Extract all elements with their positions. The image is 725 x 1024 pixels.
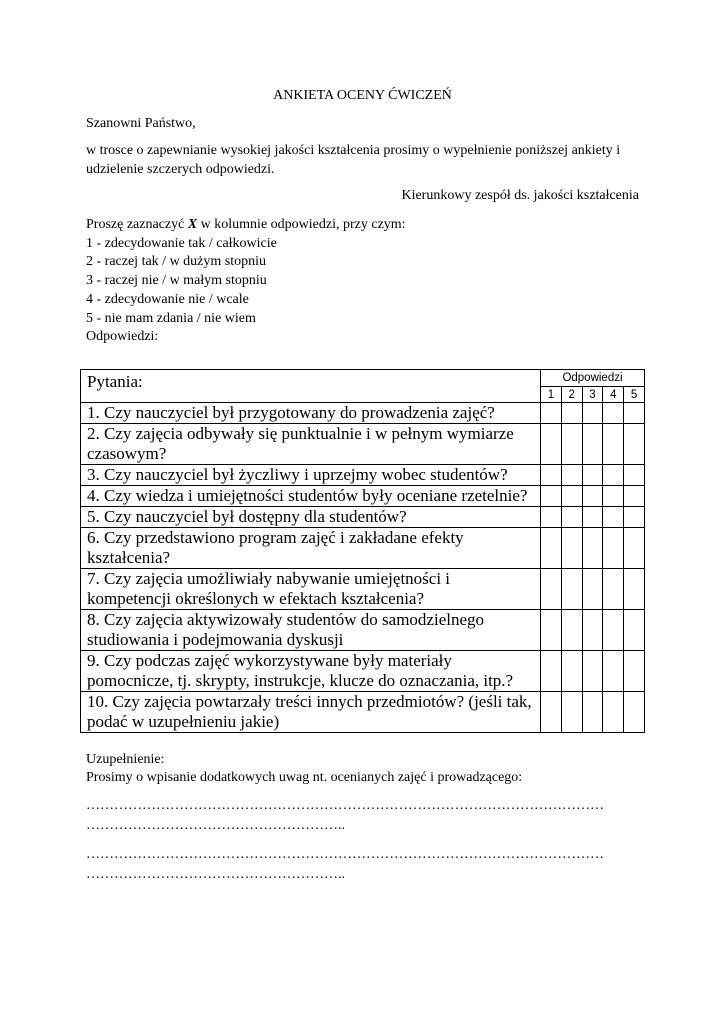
comment-field-1[interactable] xyxy=(86,796,604,836)
answer-cell[interactable] xyxy=(582,651,603,692)
answer-cell[interactable] xyxy=(561,424,582,465)
answer-cell[interactable] xyxy=(561,692,582,733)
answer-cell[interactable] xyxy=(582,424,603,465)
table-row xyxy=(81,424,645,465)
answer-cell[interactable] xyxy=(624,424,645,465)
questions-header: Pytania: xyxy=(81,370,541,403)
table-row xyxy=(81,403,645,424)
question-text: 9. Czy podczas zajęć wykorzystywane były materiały pomocnicze, tj. skrypty, instrukcje, klucze do oznaczania, itp.? xyxy=(81,651,541,692)
answer-cell[interactable] xyxy=(624,465,645,486)
question-text: 5. Czy nauczyciel był dostępny dla studentów? xyxy=(81,507,541,528)
answer-cell[interactable] xyxy=(603,651,624,692)
answer-cell[interactable] xyxy=(582,569,603,610)
answer-cell[interactable] xyxy=(541,507,562,528)
answer-cell[interactable] xyxy=(603,610,624,651)
answer-number: 1 xyxy=(541,387,562,403)
answer-cell[interactable] xyxy=(603,424,624,465)
answer-cell[interactable] xyxy=(603,692,624,733)
answer-cell[interactable] xyxy=(541,486,562,507)
table-row xyxy=(81,651,645,692)
answer-cell[interactable] xyxy=(541,424,562,465)
answer-cell[interactable] xyxy=(582,610,603,651)
answer-number: 4 xyxy=(603,387,624,403)
question-text: 10. Czy zajęcia powtarzały treści innych przedmiotów? (jeśli tak, podać w uzupełnieniu jakie) xyxy=(81,692,541,733)
answer-cell[interactable] xyxy=(582,528,603,569)
table-row xyxy=(81,507,645,528)
answer-number: 5 xyxy=(624,387,645,403)
supplement-label: Uzupełnienie: xyxy=(86,752,165,767)
answer-cell[interactable] xyxy=(624,569,645,610)
table-row xyxy=(81,528,645,569)
answer-cell[interactable] xyxy=(603,528,624,569)
table-row xyxy=(81,569,645,610)
answer-cell[interactable] xyxy=(561,528,582,569)
page-title: ANKIETA OCENY ĆWICZEŃ xyxy=(273,88,452,103)
scale-item: 2 - raczej tak / w dużym stopniu xyxy=(86,254,267,270)
survey-table xyxy=(80,369,645,733)
answer-cell[interactable] xyxy=(561,486,582,507)
answer-cell[interactable] xyxy=(582,507,603,528)
answers-header: Odpowiedzi xyxy=(541,370,645,387)
instructions xyxy=(86,216,406,347)
instructions-prefix: Proszę zaznaczyć xyxy=(86,217,188,232)
dotted-line: ………………………………………………………………………………………………… xyxy=(86,798,604,813)
scale-item: 3 - raczej nie / w małym stopniu xyxy=(86,273,267,289)
answer-cell[interactable] xyxy=(541,528,562,569)
answer-cell[interactable] xyxy=(561,610,582,651)
dotted-line: ……………………………………………….. xyxy=(86,867,345,882)
table-row xyxy=(81,465,645,486)
mark-symbol: X xyxy=(187,217,198,232)
answer-cell[interactable] xyxy=(582,403,603,424)
greeting: Szanowni Państwo, xyxy=(86,116,196,131)
answer-cell[interactable] xyxy=(603,486,624,507)
answer-cell[interactable] xyxy=(624,528,645,569)
question-text: 4. Czy wiedza i umiejętności studentów były oceniane rzetelnie? xyxy=(81,486,541,507)
answer-cell[interactable] xyxy=(561,507,582,528)
answer-number: 3 xyxy=(582,387,603,403)
answer-number: 2 xyxy=(561,387,582,403)
answer-cell[interactable] xyxy=(541,403,562,424)
question-text: 8. Czy zajęcia aktywizowały studentów do samodzielnego studiowania i podejmowania dyskusji xyxy=(81,610,541,651)
intro-text: w trosce o zapewnianie wysokiej jakości kształcenia prosimy o wypełnienie poniższej ankiety i udzielenie szczerych odpowiedzi. xyxy=(86,143,621,177)
table-row xyxy=(81,486,645,507)
answer-cell[interactable] xyxy=(582,486,603,507)
question-text: 1. Czy nauczyciel był przygotowany do prowadzenia zajęć? xyxy=(81,403,541,424)
answer-cell[interactable] xyxy=(541,610,562,651)
answer-cell[interactable] xyxy=(561,651,582,692)
scale-item: 1 - zdecydowanie tak / całkowicie xyxy=(86,235,277,251)
answer-cell[interactable] xyxy=(624,692,645,733)
answer-cell[interactable] xyxy=(541,465,562,486)
instructions-suffix: w kolumnie odpowiedzi, przy czym: xyxy=(197,217,406,232)
answer-cell[interactable] xyxy=(541,651,562,692)
answer-cell[interactable] xyxy=(603,507,624,528)
answer-cell[interactable] xyxy=(624,486,645,507)
answer-cell[interactable] xyxy=(561,403,582,424)
answer-cell[interactable] xyxy=(624,651,645,692)
instructions-line xyxy=(86,216,406,235)
table-row xyxy=(81,692,645,733)
answer-cell[interactable] xyxy=(624,507,645,528)
question-text: 2. Czy zajęcia odbywały się punktualnie i w pełnym wymiarze czasowym? xyxy=(81,424,541,465)
signature: Kierunkowy zespół ds. jakości kształcenia xyxy=(401,188,639,203)
supplement-section xyxy=(86,751,522,787)
answer-cell[interactable] xyxy=(603,465,624,486)
question-text: 3. Czy nauczyciel był życzliwy i uprzejmy wobec studentów? xyxy=(81,465,541,486)
answer-cell[interactable] xyxy=(603,569,624,610)
answer-cell[interactable] xyxy=(624,610,645,651)
dotted-line: ………………………………………………………………………………………………… xyxy=(86,847,604,862)
comment-field-2[interactable] xyxy=(86,845,604,885)
supplement-prompt: Prosimy o wpisanie dodatkowych uwag nt. ocenianych zajęć i prowadzącego: xyxy=(86,770,523,785)
answer-cell[interactable] xyxy=(603,403,624,424)
answer-cell[interactable] xyxy=(582,692,603,733)
dotted-line: ……………………………………………….. xyxy=(86,818,345,833)
answer-cell[interactable] xyxy=(582,465,603,486)
answer-cell[interactable] xyxy=(561,465,582,486)
answer-cell[interactable] xyxy=(561,569,582,610)
scale-item: 4 - zdecydowanie nie / wcale xyxy=(86,291,249,307)
scale-item: 5 - nie mam zdania / nie wiem xyxy=(86,310,256,326)
question-text: 6. Czy przedstawiono program zajęć i zakładane efekty kształcenia? xyxy=(81,528,541,569)
answer-cell[interactable] xyxy=(541,692,562,733)
answer-cell[interactable] xyxy=(541,569,562,610)
table-row xyxy=(81,610,645,651)
answer-cell[interactable] xyxy=(624,403,645,424)
question-text: 7. Czy zajęcia umożliwiały nabywanie umiejętności i kompetencji określonych w efektach kształcenia? xyxy=(81,569,541,610)
answers-label: Odpowiedzi: xyxy=(86,329,159,345)
